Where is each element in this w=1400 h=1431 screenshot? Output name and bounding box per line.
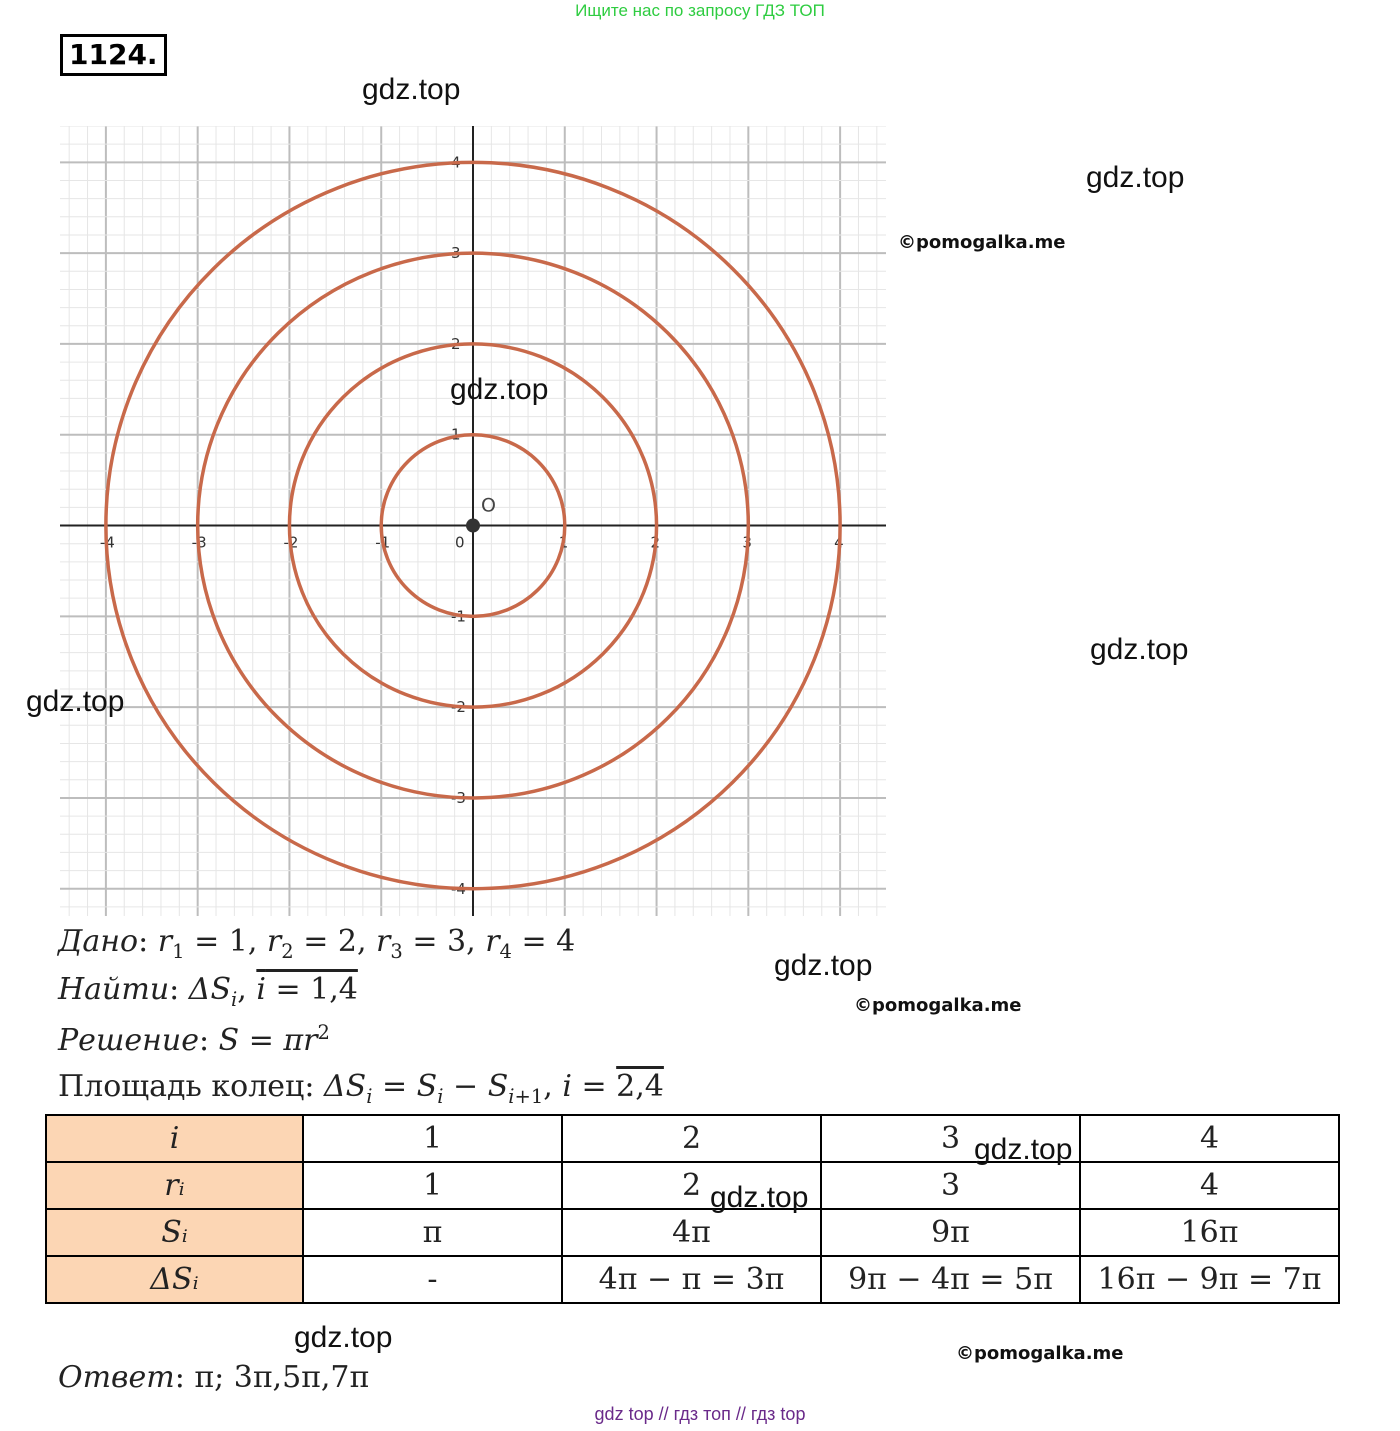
x-tick-label: 3 — [742, 533, 752, 552]
find-label: Найти — [58, 972, 170, 1007]
footer-links[interactable]: gdz top // гдз топ // гдз top — [594, 1404, 806, 1424]
watermark: gdz.top — [294, 1321, 393, 1354]
top-banner[interactable]: Ищите нас по запросу ГДЗ ТОП — [575, 1, 825, 20]
table-row — [46, 1209, 1339, 1256]
x-tick-label: 2 — [650, 533, 661, 552]
table-cell: 4π − π = 3π — [562, 1256, 821, 1303]
x-tick-label: -2 — [283, 533, 299, 552]
given-line: Дано: $r_1 = 1$, $r_2 = 2$, $r_3 = 3$, $r_4 = 4$ — [58, 924, 576, 963]
table-cell: 16π − 9π = 7π — [1080, 1256, 1339, 1303]
table-cell: 3 — [821, 1115, 1080, 1162]
table-cell: 9π — [821, 1209, 1080, 1256]
y-tick-label: 2 — [451, 334, 461, 353]
solution-line: Решение: $S = \pi r^2$ — [58, 1021, 330, 1058]
y-tick-label: 1 — [451, 425, 461, 444]
copyright-mark: ©pomogalka.me — [854, 995, 1022, 1016]
y-tick-label: 3 — [451, 244, 461, 263]
x-tick-label: 0 — [455, 533, 465, 552]
y-tick-label: -3 — [451, 788, 466, 807]
given-label: Дано — [58, 924, 139, 959]
watermark: gdz.top — [1086, 161, 1185, 194]
table-row — [46, 1162, 1339, 1209]
table-row — [46, 1115, 1339, 1162]
copyright-mark: ©pomogalka.me — [898, 232, 1066, 253]
solution-label: Решение — [58, 1023, 199, 1058]
x-tick-label: -3 — [191, 533, 207, 552]
x-tick-label: -4 — [99, 533, 115, 552]
table-cell: π — [303, 1209, 562, 1256]
table-cell: 2 — [562, 1162, 821, 1209]
x-tick-label: 4 — [834, 533, 844, 552]
y-tick-label: -4 — [451, 879, 466, 898]
table-cell: 1 — [303, 1115, 562, 1162]
answer-value: π; 3π,5π,7π — [194, 1360, 370, 1395]
origin-label: O — [481, 494, 496, 517]
y-tick-label: -1 — [451, 607, 466, 626]
origin-point — [466, 519, 480, 533]
areas-table — [45, 1114, 1340, 1304]
table-cell: 2 — [562, 1115, 821, 1162]
table-cell: 3 — [821, 1162, 1080, 1209]
row-header-i: i — [46, 1115, 303, 1162]
table-cell: 1 — [303, 1162, 562, 1209]
table-cell: 4 — [1080, 1162, 1339, 1209]
table-cell: 4π — [562, 1209, 821, 1256]
watermark: gdz.top — [974, 1133, 1073, 1166]
row-header-s: Sᵢ — [46, 1209, 303, 1256]
table-cell: 16π — [1080, 1209, 1339, 1256]
watermark: gdz.top — [774, 949, 873, 982]
watermark: gdz.top — [1090, 633, 1189, 666]
y-tick-label: 4 — [451, 153, 461, 172]
circles-graph — [60, 126, 890, 916]
x-tick-label: -1 — [375, 533, 391, 552]
watermark: gdz.top — [450, 373, 549, 406]
problem-number: 1124. — [60, 34, 167, 76]
watermark: gdz.top — [710, 1181, 809, 1214]
copyright-mark: ©pomogalka.me — [956, 1343, 1124, 1364]
watermark: gdz.top — [362, 73, 461, 106]
table-cell: 9π − 4π = 5π — [821, 1256, 1080, 1303]
row-header-ds: ΔSᵢ — [46, 1256, 303, 1303]
rings-label: Площадь колец — [58, 1069, 305, 1104]
watermark: gdz.top — [26, 685, 125, 718]
table-row — [46, 1256, 1339, 1303]
answer-line: Ответ: π; 3π,5π,7π — [58, 1360, 370, 1395]
x-tick-label: 1 — [558, 533, 569, 552]
find-line: Найти: $\Delta S_i$, i = 1,4 — [58, 972, 358, 1011]
row-header-r: rᵢ — [46, 1162, 303, 1209]
rings-line: Площадь колец: $\Delta S_i = S_i - S_{i+1}$, i = 2,4 — [58, 1069, 664, 1108]
table-cell: 4 — [1080, 1115, 1339, 1162]
y-tick-label: -2 — [451, 698, 466, 717]
table-cell: - — [303, 1256, 562, 1303]
answer-label: Ответ — [58, 1360, 175, 1395]
